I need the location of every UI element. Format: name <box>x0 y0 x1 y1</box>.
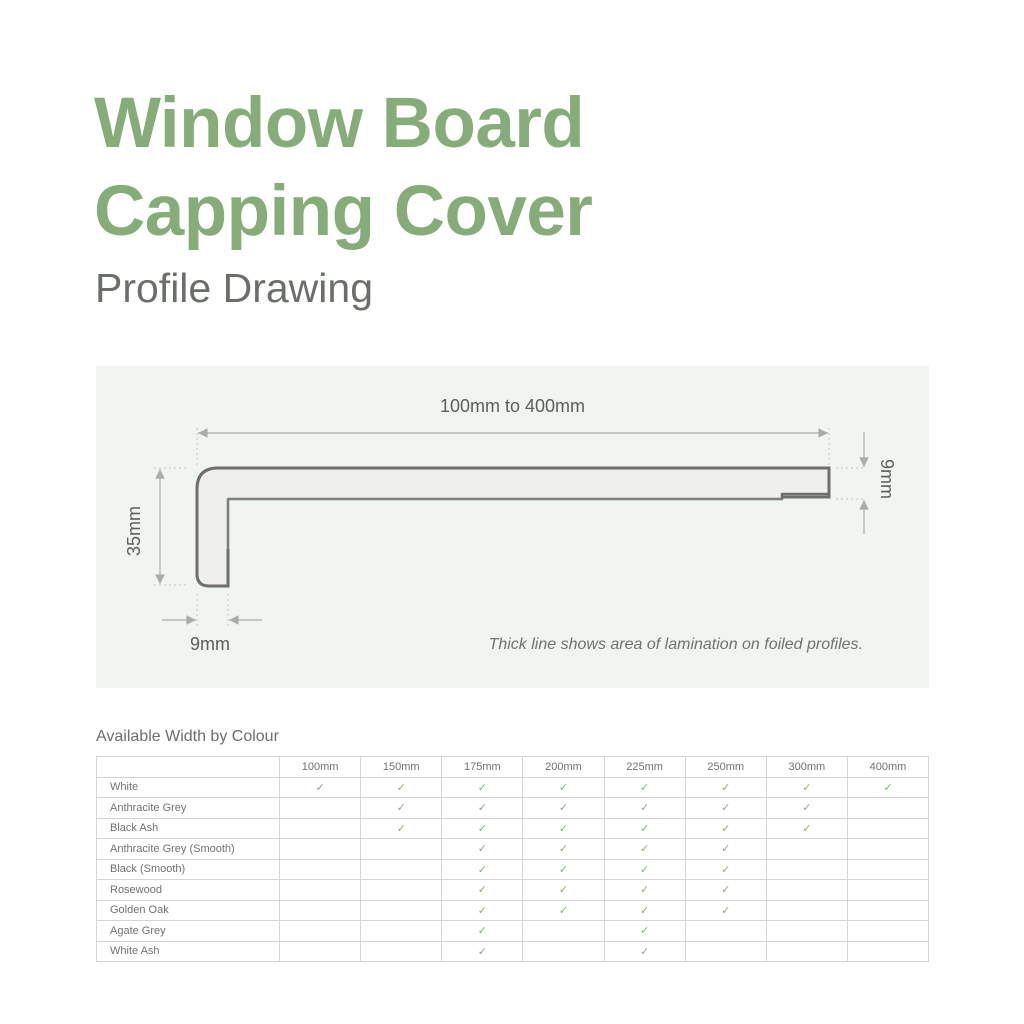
page-title <box>94 80 592 256</box>
check-icon: ✓ <box>523 798 604 819</box>
empty-cell <box>280 839 361 860</box>
colour-name-cell: Anthracite Grey <box>97 798 280 819</box>
check-icon: ✓ <box>523 880 604 901</box>
empty-cell <box>361 839 442 860</box>
colour-name-cell: White Ash <box>97 941 280 962</box>
check-icon: ✓ <box>442 921 523 942</box>
check-icon: ✓ <box>361 798 442 819</box>
check-icon: ✓ <box>685 859 766 880</box>
empty-cell <box>766 859 847 880</box>
check-icon: ✓ <box>766 777 847 798</box>
check-icon: ✓ <box>766 818 847 839</box>
empty-cell <box>361 859 442 880</box>
check-icon: ✓ <box>604 839 685 860</box>
empty-cell <box>766 839 847 860</box>
header-width-cell: 300mm <box>766 757 847 778</box>
check-icon: ✓ <box>442 839 523 860</box>
header-width-cell: 175mm <box>442 757 523 778</box>
table-row <box>97 921 929 942</box>
check-icon: ✓ <box>442 880 523 901</box>
header-width-cell: 200mm <box>523 757 604 778</box>
empty-cell <box>847 941 928 962</box>
table-row <box>97 859 929 880</box>
check-icon: ✓ <box>442 859 523 880</box>
table-row <box>97 880 929 901</box>
empty-cell <box>766 941 847 962</box>
table-header-row <box>97 757 929 778</box>
check-icon: ✓ <box>685 798 766 819</box>
profile-outline <box>197 468 829 586</box>
empty-cell <box>847 859 928 880</box>
check-icon: ✓ <box>523 777 604 798</box>
check-icon: ✓ <box>442 818 523 839</box>
availability-table-title: Available Width by Colour <box>96 728 279 745</box>
colour-name-cell: Rosewood <box>97 880 280 901</box>
empty-cell <box>361 921 442 942</box>
empty-cell <box>280 818 361 839</box>
empty-cell <box>361 900 442 921</box>
colour-name-cell: Black (Smooth) <box>97 859 280 880</box>
empty-cell <box>523 921 604 942</box>
check-icon: ✓ <box>604 880 685 901</box>
extension-lines <box>154 428 866 626</box>
header-colour-cell <box>97 757 280 778</box>
check-icon: ✓ <box>442 900 523 921</box>
check-icon: ✓ <box>604 921 685 942</box>
header-width-cell: 225mm <box>604 757 685 778</box>
title-line-1: Window Board <box>94 84 585 163</box>
table-row <box>97 798 929 819</box>
check-icon: ✓ <box>685 900 766 921</box>
empty-cell <box>280 941 361 962</box>
check-icon: ✓ <box>766 798 847 819</box>
colour-name-cell: Anthracite Grey (Smooth) <box>97 839 280 860</box>
empty-cell <box>847 900 928 921</box>
colour-name-cell: Golden Oak <box>97 900 280 921</box>
profile-drawing-panel <box>96 366 929 688</box>
empty-cell <box>766 921 847 942</box>
check-icon: ✓ <box>604 859 685 880</box>
table-row <box>97 777 929 798</box>
empty-cell <box>361 941 442 962</box>
empty-cell <box>766 900 847 921</box>
thickness-right-label: 9mm <box>877 459 897 499</box>
table-row <box>97 818 929 839</box>
profile-inner-edge <box>228 499 782 549</box>
check-icon: ✓ <box>604 900 685 921</box>
empty-cell <box>685 921 766 942</box>
empty-cell <box>847 880 928 901</box>
colour-name-cell: Black Ash <box>97 818 280 839</box>
availability-table-body <box>97 777 929 962</box>
check-icon: ✓ <box>361 818 442 839</box>
empty-cell <box>280 859 361 880</box>
check-icon: ✓ <box>523 900 604 921</box>
empty-cell <box>847 798 928 819</box>
empty-cell <box>523 941 604 962</box>
check-icon: ✓ <box>280 777 361 798</box>
title-line-2: Capping Cover <box>94 172 593 251</box>
header-width-cell: 400mm <box>847 757 928 778</box>
header-width-cell: 100mm <box>280 757 361 778</box>
empty-cell <box>766 880 847 901</box>
check-icon: ✓ <box>604 798 685 819</box>
table-row <box>97 941 929 962</box>
check-icon: ✓ <box>604 941 685 962</box>
table-row <box>97 839 929 860</box>
check-icon: ✓ <box>604 777 685 798</box>
lamination-note: Thick line shows area of lamination on foiled profiles. <box>488 636 863 653</box>
empty-cell <box>280 798 361 819</box>
availability-table <box>96 756 929 962</box>
empty-cell <box>685 941 766 962</box>
empty-cell <box>280 880 361 901</box>
check-icon: ✓ <box>523 859 604 880</box>
check-icon: ✓ <box>523 818 604 839</box>
check-icon: ✓ <box>442 798 523 819</box>
dimension-arrows <box>160 432 864 620</box>
width-dimension-label: 100mm to 400mm <box>439 396 586 416</box>
check-icon: ✓ <box>523 839 604 860</box>
colour-name-cell: White <box>97 777 280 798</box>
check-icon: ✓ <box>604 818 685 839</box>
empty-cell <box>280 921 361 942</box>
check-icon: ✓ <box>685 880 766 901</box>
check-icon: ✓ <box>685 839 766 860</box>
check-icon: ✓ <box>442 941 523 962</box>
check-icon: ✓ <box>685 818 766 839</box>
colour-name-cell: Agate Grey <box>97 921 280 942</box>
check-icon: ✓ <box>361 777 442 798</box>
header-width-cell: 150mm <box>361 757 442 778</box>
thickness-bottom-label: 9mm <box>190 634 230 654</box>
height-dimension-label: 35mm <box>124 505 144 556</box>
empty-cell <box>280 900 361 921</box>
check-icon: ✓ <box>442 777 523 798</box>
empty-cell <box>361 880 442 901</box>
header-width-cell: 250mm <box>685 757 766 778</box>
check-icon: ✓ <box>847 777 928 798</box>
check-icon: ✓ <box>685 777 766 798</box>
table-row <box>97 900 929 921</box>
empty-cell <box>847 818 928 839</box>
page-subtitle: Profile Drawing <box>95 265 373 311</box>
empty-cell <box>847 839 928 860</box>
empty-cell <box>847 921 928 942</box>
